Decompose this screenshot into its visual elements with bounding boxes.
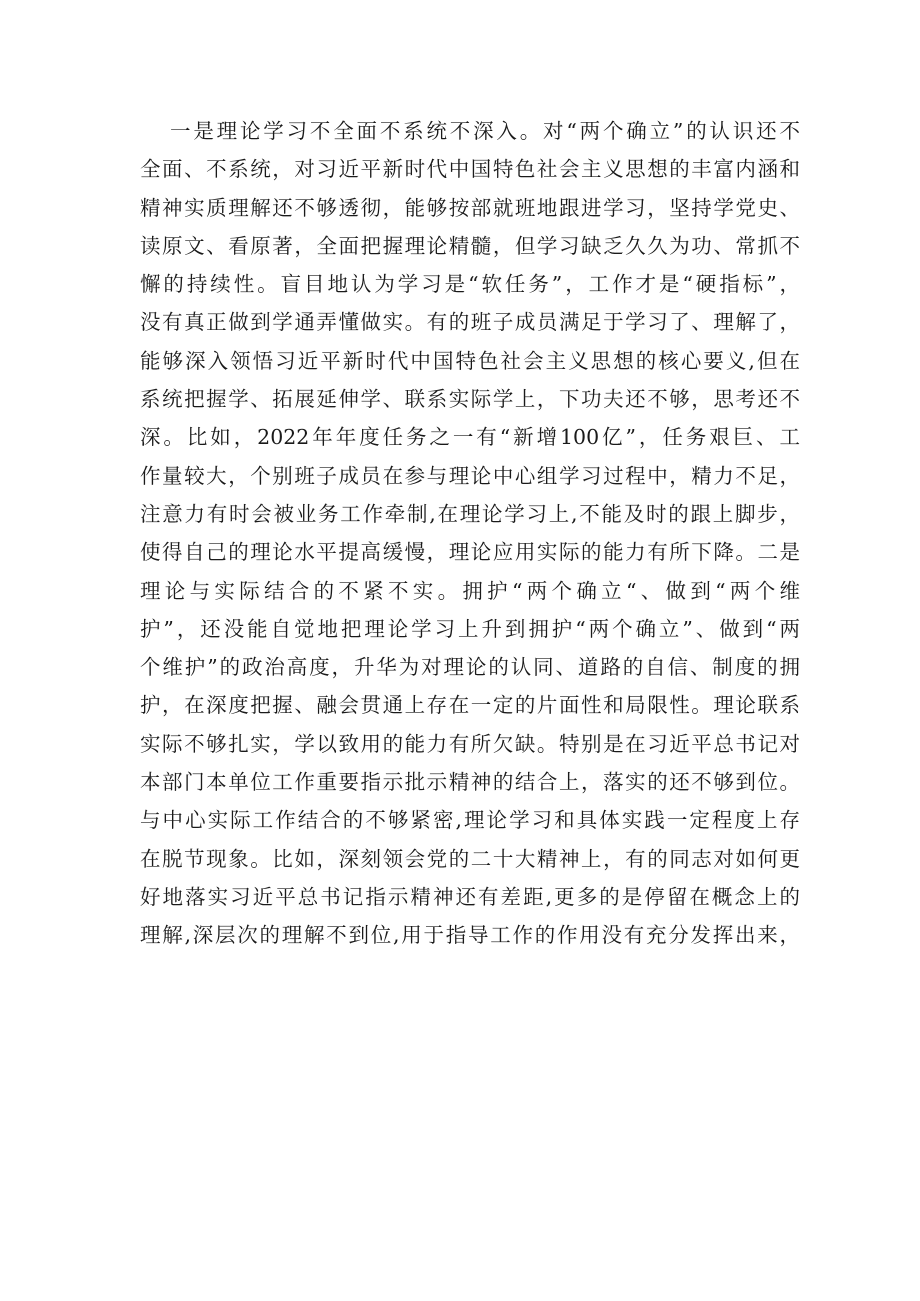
- paragraph-line: 护，在深度把握、融会贯通上存在一定的片面性和局限性。理论联系: [140, 693, 800, 718]
- paragraph-line: 护”，还没能自觉地把理论学习上升到拥护“两个确立”、做到“两: [140, 616, 800, 641]
- paragraph-line: 全面、不系统，对习近平新时代中国特色社会主义思想的丰富内涵和: [140, 157, 800, 182]
- paragraph-line: 好地落实习近平总书记指示精神还有差距,更多的是停留在概念上的: [140, 884, 800, 909]
- paragraph-line: 没有真正做到学通弄懂做实。有的班子成员满足于学习了、理解了，: [140, 310, 800, 335]
- paragraph-line: 与中心实际工作结合的不够紧密,理论学习和具体实践一定程度上存: [140, 808, 800, 833]
- paragraph-line: 懈的持续性。盲目地认为学习是“软任务”，工作才是“硬指标”，: [140, 272, 800, 297]
- paragraph-line: 理解,深层次的理解不到位,用于指导工作的作用没有充分发挥出来，: [140, 923, 800, 948]
- body-paragraph: [140, 112, 800, 955]
- paragraph-line: 作量较大，个别班子成员在参与理论中心组学习过程中，精力不足，: [140, 463, 800, 488]
- paragraph-line: 一是理论学习不全面不系统不深入。对“两个确立”的认识还不: [170, 119, 800, 143]
- paragraph-line: 在脱节现象。比如，深刻领会党的二十大精神上，有的同志对如何更: [140, 846, 800, 871]
- paragraph-line: 深。比如，2022年年度任务之一有“新增100亿”，任务艰巨、工: [140, 425, 800, 450]
- paragraph-line: 个维护”的政治高度，升华为对理论的认同、道路的自信、制度的拥: [140, 655, 800, 680]
- paragraph-line: 实际不够扎实，学以致用的能力有所欠缺。特别是在习近平总书记对: [140, 731, 800, 756]
- paragraph-line: 注意力有时会被业务工作牵制,在理论学习上,不能及时的跟上脚步，: [140, 501, 800, 526]
- paragraph-line: 能够深入领悟习近平新时代中国特色社会主义思想的核心要义,但在: [140, 348, 800, 373]
- paragraph-line: 使得自己的理论水平提高缓慢，理论应用实际的能力有所下降。二是: [140, 540, 800, 565]
- paragraph-line: 本部门本单位工作重要指示批示精神的结合上，落实的还不够到位。: [140, 770, 800, 795]
- paragraph-line: 理论与实际结合的不紧不实。拥护“两个确立“、做到“两个维: [140, 578, 800, 603]
- paragraph-line: 读原文、看原著，全面把握理论精髓，但学习缺乏久久为功、常抓不: [140, 233, 800, 258]
- paragraph-line: 系统把握学、拓展延伸学、联系实际学上，下功夫还不够，思考还不: [140, 387, 800, 412]
- paragraph-line: 精神实质理解还不够透彻，能够按部就班地跟进学习，坚持学党史、: [140, 195, 800, 220]
